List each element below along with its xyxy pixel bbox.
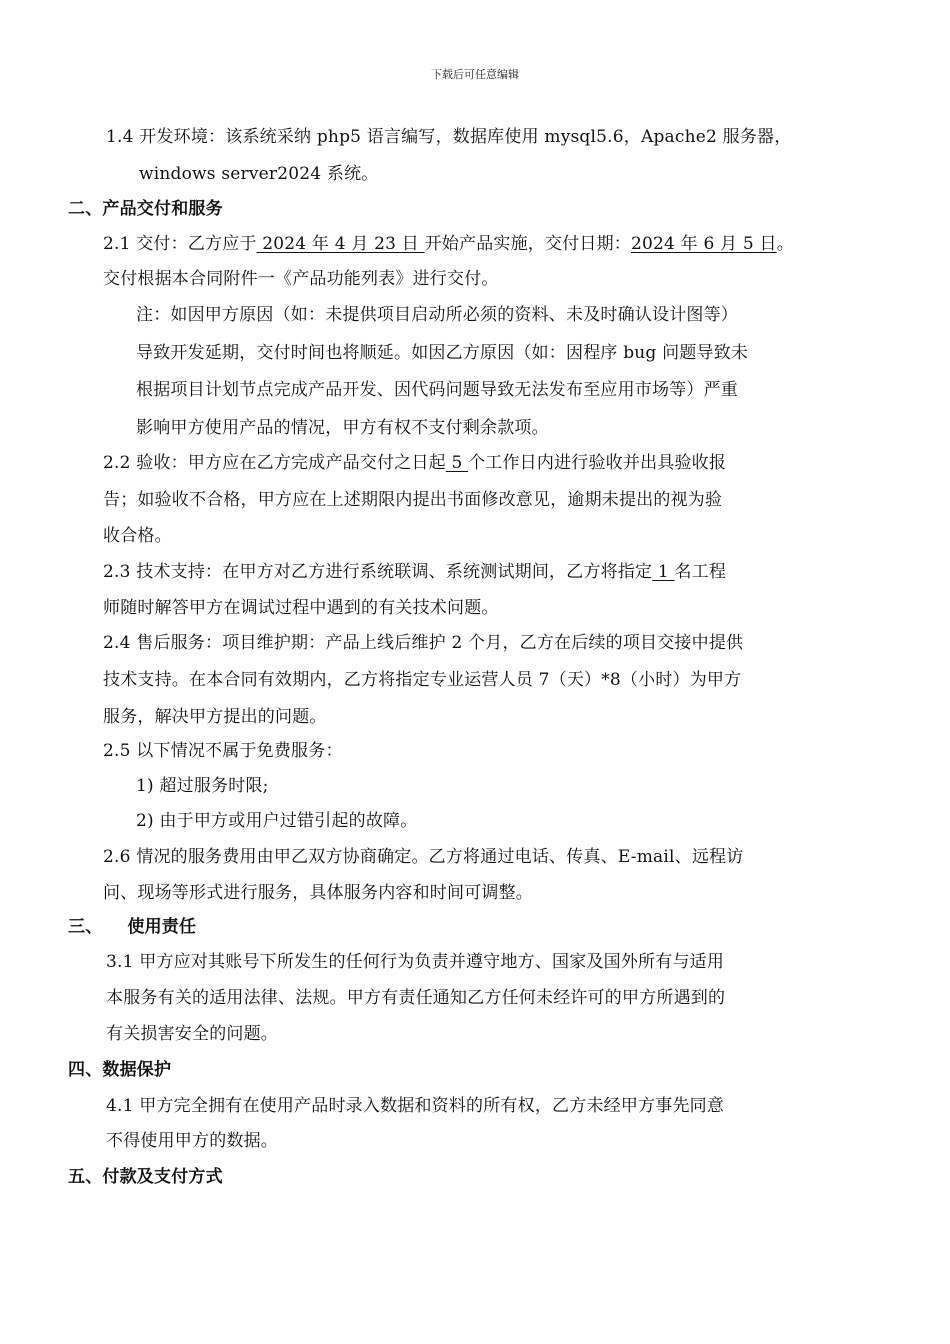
para-1-4-line-1: 1.4 开发环境：该系统采纳 php5 语言编写，数据库使用 mysql5.6，Apache2 服务器， xyxy=(106,127,792,147)
para-3-1-line-2: 本服务有关的适用法律、法规。甲方有责任通知乙方任何未经许可的甲方所遇到的 xyxy=(106,988,726,1008)
para-3-1-line-1: 3.1 甲方应对其账号下所发生的任何行为负责并遵守地方、国家及国外所有与适用 xyxy=(106,952,725,972)
para-4-1-line-1: 4.1 甲方完全拥有在使用产品时录入数据和资料的所有权，乙方未经甲方事先同意 xyxy=(106,1096,725,1116)
note-line-4: 影响甲方使用产品的情况，甲方有权不支付剩余款项。 xyxy=(136,418,549,438)
section-3-heading xyxy=(68,915,196,939)
header-note: 下载后可任意编辑 xyxy=(431,68,519,81)
section-2-heading: 二、产品交付和服务 xyxy=(68,199,223,219)
para-2-1-suffix: 。 xyxy=(776,234,794,254)
engineer-count-field: 1 xyxy=(652,562,675,582)
section-3-number: 三、 xyxy=(68,917,103,937)
para-2-5: 2.5 以下情况不属于免费服务： xyxy=(103,741,343,761)
para-2-6-line-1: 2.6 情况的服务费用由甲乙双方协商确定。乙方将通过电话、传真、E-mail、远程访 xyxy=(103,847,744,867)
para-2-1-middle: 开始产品实施，交付日期： xyxy=(424,234,631,254)
para-2-3-suffix: 名工程 xyxy=(674,562,727,582)
section-3-title: 使用责任 xyxy=(127,917,197,937)
para-2-1-line-1 xyxy=(103,232,794,256)
list-item-1: 1) 超过服务时限; xyxy=(136,776,269,796)
para-2-2-suffix: 个工作日内进行验收并出具验收报 xyxy=(468,453,727,473)
delivery-date-field: 2024 年 6 月 5 日 xyxy=(631,234,777,254)
start-date-field: 2024 年 4 月 23 日 xyxy=(256,234,425,254)
para-2-3-line-2: 师随时解答甲方在调试过程中遇到的有关技术问题。 xyxy=(103,598,499,618)
para-2-3-line-1 xyxy=(103,560,726,584)
para-3-1-line-3: 有关损害安全的问题。 xyxy=(106,1024,278,1044)
para-1-4-line-2: windows server2024 系统。 xyxy=(139,164,379,184)
section-5-heading: 五、付款及支付方式 xyxy=(68,1167,223,1187)
para-2-4-line-2: 技术支持。在本合同有效期内，乙方将指定专业运营人员 7（天）*8（小时）为甲方 xyxy=(103,670,742,690)
note-line-3: 根据项目计划节点完成产品开发、因代码问题导致无法发布至应用市场等）严重 xyxy=(136,380,738,400)
para-2-2-prefix: 2.2 验收：甲方应在乙方完成产品交付之日起 xyxy=(103,453,446,473)
note-line-2: 导致开发延期，交付时间也将顺延。如因乙方原因（如：因程序 bug 问题导致未 xyxy=(136,343,749,363)
note-line-1: 注：如因甲方原因（如：未提供项目启动所必须的资料、未及时确认设计图等） xyxy=(136,305,738,325)
para-2-1-line-2: 交付根据本合同附件一《产品功能列表》进行交付。 xyxy=(103,269,499,289)
list-item-2: 2) 由于甲方或用户过错引起的故障。 xyxy=(136,811,418,831)
para-2-4-line-1: 2.4 售后服务：项目维护期：产品上线后维护 2 个月，乙方在后续的项目交接中提供 xyxy=(103,633,744,653)
para-4-1-line-2: 不得使用甲方的数据。 xyxy=(106,1131,278,1151)
acceptance-days-field: 5 xyxy=(445,453,469,473)
para-2-6-line-2: 问、现场等形式进行服务，具体服务内容和时间可调整。 xyxy=(103,883,533,903)
para-2-1-prefix: 2.1 交付：乙方应于 xyxy=(103,234,257,254)
para-2-2-line-1 xyxy=(103,451,726,475)
para-2-2-line-2: 告；如验收不合格，甲方应在上述期限内提出书面修改意见，逾期未提出的视为验 xyxy=(103,490,723,510)
para-2-3-prefix: 2.3 技术支持：在甲方对乙方进行系统联调、系统测试期间，乙方将指定 xyxy=(103,562,653,582)
para-2-4-line-3: 服务，解决甲方提出的问题。 xyxy=(103,707,327,727)
para-2-2-line-3: 收合格。 xyxy=(103,526,172,546)
section-4-heading: 四、数据保护 xyxy=(68,1060,172,1080)
